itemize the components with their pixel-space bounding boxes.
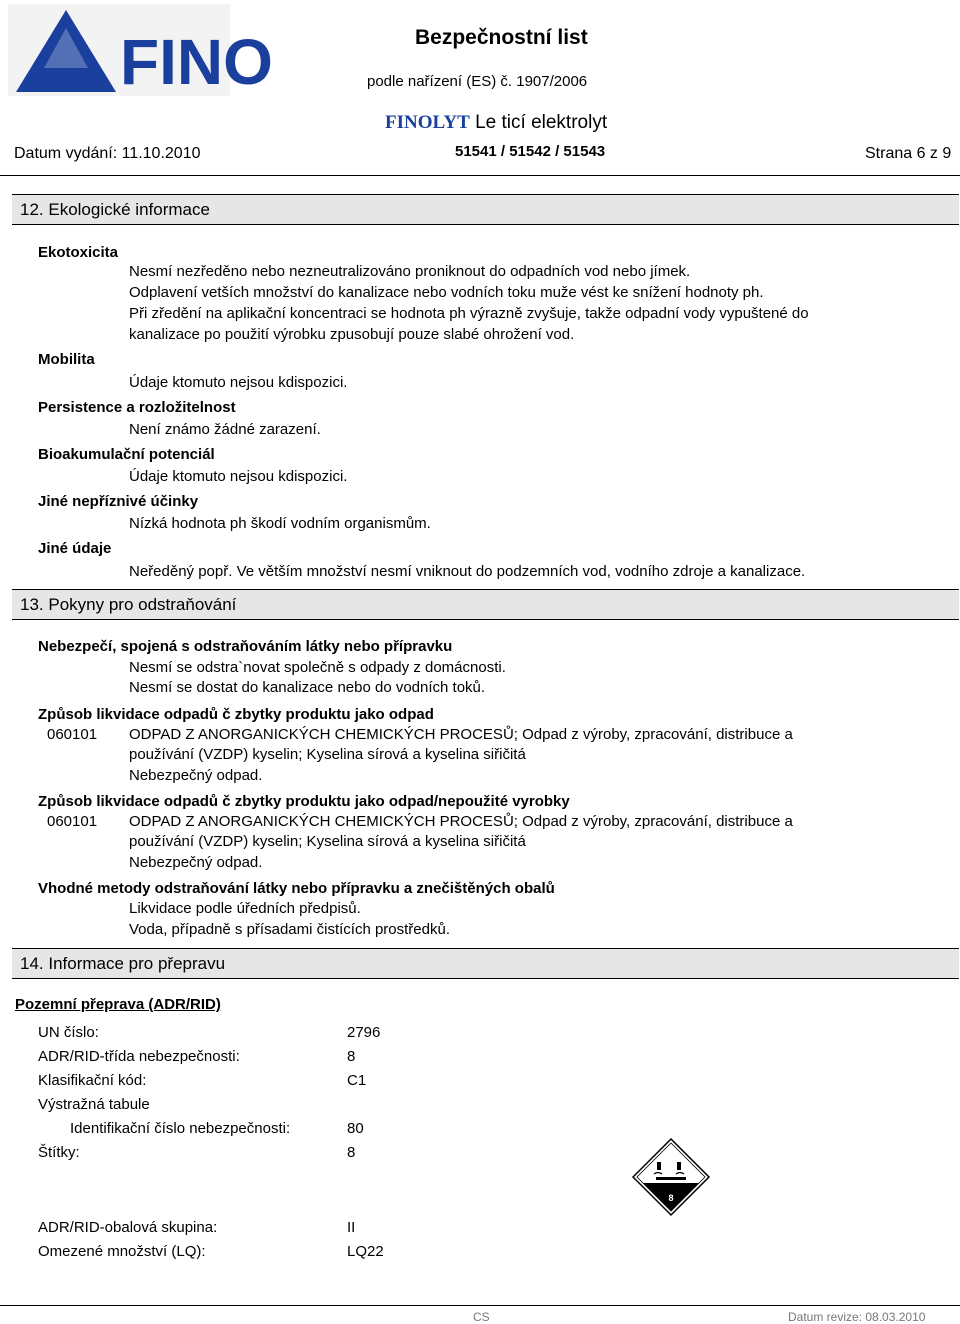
ekotoxicita-line: Při zředění na aplikační koncentraci se hodnota ph výrazně zvyšuje, takže odpadní vody vypuštené do (129, 305, 809, 322)
regulation: podle nařízení (ES) č. 1907/2006 (367, 73, 588, 90)
bioakumulace-text: Údaje ktomuto nejsou kdispozici. (129, 468, 348, 485)
issue-date: Datum vydání: 11.10.2010 (14, 145, 201, 162)
language-code: CS (473, 1310, 490, 1324)
section-14-title: 14. Informace pro přepravu (20, 954, 226, 973)
jine-udaje-text: Neředěný popř. Ve větším množství nesmí vniknout do podzemních vod, vodního zdroje a kanalizace. (129, 563, 806, 580)
hazard-id-label: Identifikační číslo nebezpečnosti: (70, 1120, 291, 1137)
ekotoxicita-line: Odplavení vetších množství do kanalizace nebo vodních toku muže vést ke snížení hodnoty ph. (129, 284, 764, 301)
plate-label: Výstražná tabule (38, 1096, 150, 1113)
section-14-header (12, 948, 959, 979)
jine-udaje-label: Jiné údaje (38, 540, 112, 557)
un-label: UN číslo: (38, 1024, 99, 1041)
waste2-line: používání (VZDP) kyselin; Kyselina sírová a kyselina siřičitá (129, 833, 526, 850)
product-name: Le ticí elektrolyt (475, 112, 608, 133)
hazard-id-value: 80 (347, 1120, 364, 1137)
jine-ucinky-text: Nízká hodnota ph škodí vodním organismům. (129, 515, 431, 532)
danger-line: Nesmí se dostat do kanalizace nebo do vodních toků. (129, 679, 486, 696)
danger-line: Nesmí se odstra`novat společně s odpady z domácnosti. (129, 659, 506, 676)
section-13-header (12, 589, 959, 620)
danger-label: Nebezpečí, spojená s odstraňováním látky nebo přípravku (38, 638, 453, 655)
class-label: ADR/RID-třída nebezpečnosti: (38, 1048, 240, 1065)
waste2-line: ODPAD Z ANORGANICKÝCH CHEMICKÝCH PROCESŮ; Odpad z výroby, zpracování, distribuce a (129, 813, 793, 830)
waste1-line: Nebezpečný odpad. (129, 767, 263, 784)
section-12-header (12, 194, 959, 225)
labels-label: Štítky: (38, 1144, 80, 1161)
section-13-title: 13. Pokyny pro odstraňování (20, 595, 237, 614)
class-value: 8 (347, 1048, 356, 1065)
product-brand: FINOLYT (385, 112, 470, 133)
methods-line: Voda, případně s přísadami čistících prostředků. (129, 921, 450, 938)
section-12-title: 12. Ekologické informace (20, 200, 210, 219)
waste2-line: Nebezpečný odpad. (129, 854, 263, 871)
lq-value: LQ22 (347, 1243, 384, 1260)
waste1-code: 060101 (47, 726, 98, 743)
mobilita-text: Údaje ktomuto nejsou kdispozici. (129, 374, 348, 391)
revision-date: Datum revize: 08.03.2010 (788, 1310, 926, 1324)
ekotoxicita-line: kanalizace po použití výrobku zpusobují pouze slabé ohrožení vod. (129, 326, 575, 343)
lq-label: Omezené množství (LQ): (38, 1243, 206, 1260)
page-number: Strana 6 z 9 (865, 145, 952, 162)
packing-group-label: ADR/RID-obalová skupina: (38, 1219, 218, 1236)
svg-text:8: 8 (668, 1193, 674, 1203)
labels-value: 8 (347, 1144, 356, 1161)
header-rule (0, 175, 960, 176)
waste2-label: Způsob likvidace odpadů č zbytky produktu jako odpad/nepoužité vyrobky (38, 793, 570, 810)
ekotoxicita-line: Nesmí nezředěno nebo nezneutralizováno proniknout do odpadních vod nebo jímek. (129, 263, 691, 280)
product-title (385, 112, 607, 134)
mobilita-label: Mobilita (38, 351, 95, 368)
jine-ucinky-label: Jiné nepříznivé účinky (38, 493, 199, 510)
ekotoxicita-label: Ekotoxicita (38, 244, 119, 261)
packing-group-value: II (347, 1219, 356, 1236)
persistence-label: Persistence a rozložitelnost (38, 399, 236, 416)
code-label: Klasifikační kód: (38, 1072, 147, 1089)
methods-label: Vhodné metody odstraňování látky nebo přípravku a znečištěných obalů (38, 880, 555, 897)
land-transport-label: Pozemní přeprava (ADR/RID) (15, 996, 221, 1013)
code-value: C1 (347, 1072, 367, 1089)
bioakumulace-label: Bioakumulační potenciál (38, 446, 215, 463)
document-title: Bezpečnostní list (415, 26, 588, 49)
product-codes: 51541 / 51542 / 51543 (455, 143, 606, 160)
waste1-line: ODPAD Z ANORGANICKÝCH CHEMICKÝCH PROCESŮ; Odpad z výroby, zpracování, distribuce a (129, 726, 793, 743)
footer-rule (0, 1305, 960, 1306)
waste1-line: používání (VZDP) kyselin; Kyselina sírová a kyselina siřičitá (129, 746, 526, 763)
company-logo (8, 4, 273, 98)
persistence-text: Není známo žádné zarazení. (129, 421, 321, 438)
corrosive-hazard-diamond-icon (632, 1138, 710, 1216)
waste2-code: 060101 (47, 813, 98, 830)
waste1-label: Způsob likvidace odpadů č zbytky produktu jako odpad (38, 706, 434, 723)
svg-text:FINO: FINO (120, 26, 273, 98)
methods-line: Likvidace podle úředních předpisů. (129, 900, 361, 917)
un-value: 2796 (347, 1024, 381, 1041)
